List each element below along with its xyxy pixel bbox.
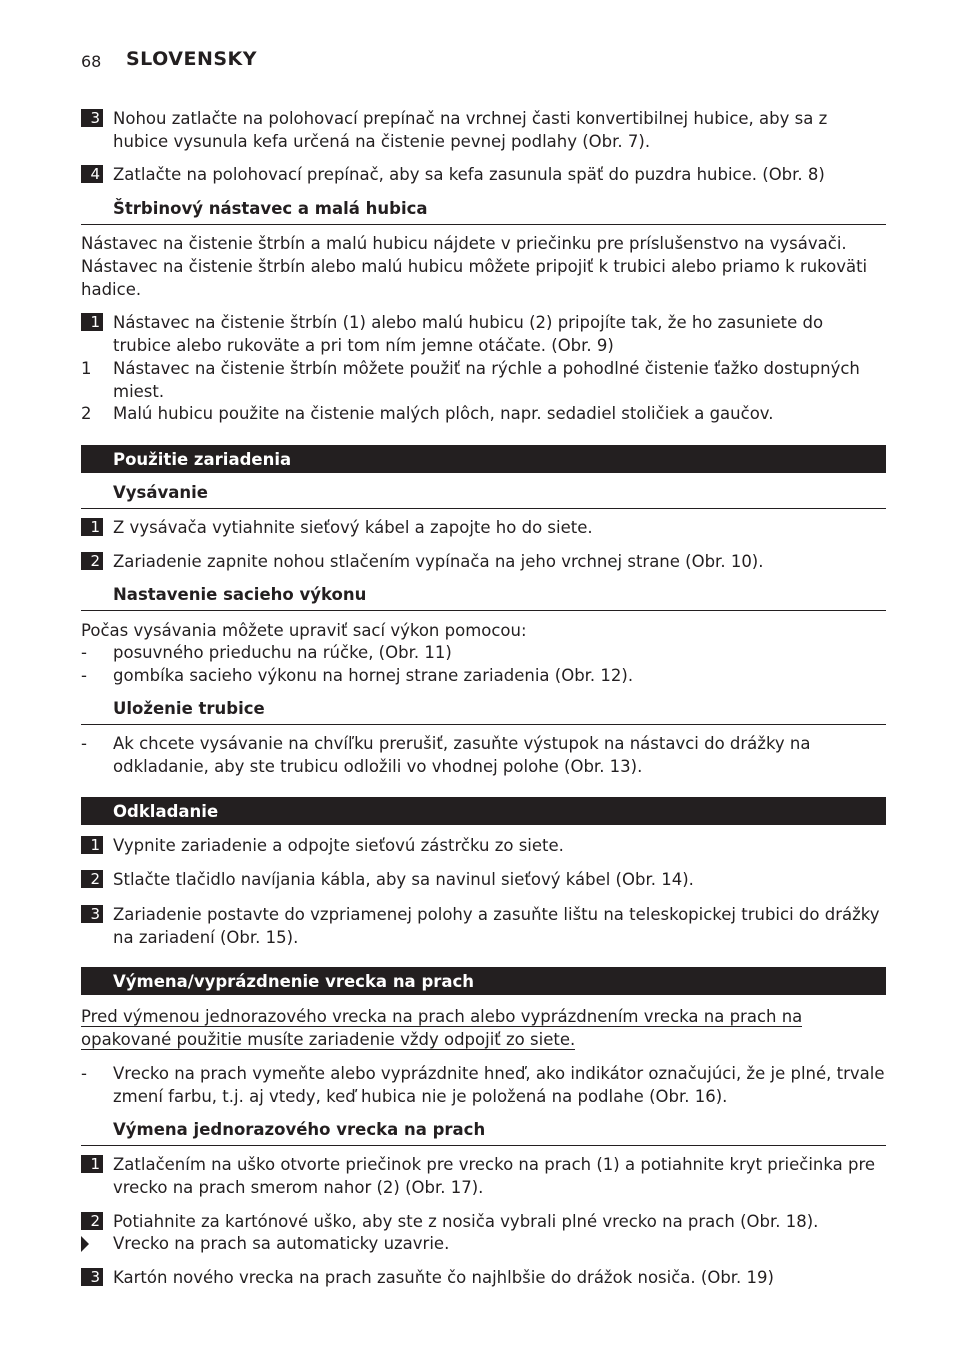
dash-item bbox=[81, 1062, 886, 1108]
dash-marker: - bbox=[81, 666, 87, 685]
dash-marker: - bbox=[81, 1064, 87, 1083]
subheading bbox=[81, 481, 886, 509]
step-item bbox=[81, 1210, 886, 1233]
dash-item bbox=[81, 732, 886, 778]
paragraph: Počas vysávania môžete upraviť sací výkon pomocou: bbox=[81, 621, 527, 640]
section-title: Použitie zariadenia bbox=[113, 450, 292, 469]
numbered-item bbox=[81, 357, 886, 403]
page-number: 68 bbox=[81, 52, 102, 71]
step-text: Zatlačením na uško otvorte priečinok pre vrecko na prach (1) a potiahnite kryt priečinka pre vrecko na prach smerom nahor (2) (Obr. 17). bbox=[113, 1155, 876, 1197]
paragraph: Nástavec na čistenie štrbín a malú hubicu nájdete v priečinku pre príslušenstvo na vysávači. Nástavec na čistenie štrbín alebo malú hubicu môžete pripojiť k trubici alebo priamo k rukoväti hadice. bbox=[81, 234, 868, 299]
subheading bbox=[81, 583, 886, 611]
step-text: Zariadenie zapnite nohou stlačením vypínača na jeho vrchnej strane (Obr. 10). bbox=[113, 552, 764, 571]
subheading-text: Nastavenie sacieho výkonu bbox=[113, 585, 367, 604]
step-item bbox=[81, 550, 886, 573]
subheading bbox=[81, 197, 886, 225]
step-item bbox=[81, 516, 886, 539]
step-number: 1 bbox=[81, 518, 103, 536]
dash-item bbox=[81, 664, 886, 687]
step-item bbox=[81, 1153, 886, 1199]
section-bar bbox=[81, 445, 886, 473]
step-number: 2 bbox=[81, 870, 103, 888]
section-title: Odkladanie bbox=[113, 802, 219, 821]
step-number: 3 bbox=[81, 905, 103, 923]
item-text: Nástavec na čistenie štrbín môžete použiť na rýchle a pohodlné čistenie ťažko dostupných miest. bbox=[113, 359, 860, 401]
warning-text bbox=[81, 1005, 811, 1051]
item-marker: 2 bbox=[81, 404, 92, 423]
step-number: 4 bbox=[81, 165, 103, 183]
step-text: Stlačte tlačidlo navíjania kábla, aby sa navinul sieťový kábel (Obr. 14). bbox=[113, 870, 694, 889]
step-number: 3 bbox=[81, 109, 103, 127]
language-heading: SLOVENSKY bbox=[126, 48, 258, 70]
numbered-item bbox=[81, 402, 886, 425]
item-marker: 1 bbox=[81, 359, 92, 378]
subheading bbox=[81, 697, 886, 725]
warning-underlined: Pred výmenou jednorazového vrecka na prach alebo vyprázdnením vrecka na prach na opakované použitie musíte zariadenie vždy odpojiť zo siete. bbox=[81, 1007, 803, 1049]
step-item bbox=[81, 1266, 886, 1289]
step-text: Nástavec na čistenie štrbín (1) alebo malú hubicu (2) pripojíte tak, že ho zasuniete do trubice alebo rukoväte a pri tom ním jemne otáčate. (Obr. 9) bbox=[113, 313, 824, 355]
step-text: Z vysávača vytiahnite sieťový kábel a zapojte ho do siete. bbox=[113, 518, 593, 537]
step-text: Zariadenie postavte do vzpriamenej polohy a zasuňte lištu na teleskopickej trubici do drážky na zariadení (Obr. 15). bbox=[113, 905, 880, 947]
subheading-text: Výmena jednorazového vrecka na prach bbox=[113, 1120, 486, 1139]
step-item bbox=[81, 311, 886, 357]
subheading-text: Štrbinový nástavec a malá hubica bbox=[113, 199, 428, 218]
item-text: gombíka sacieho výkonu na hornej strane zariadenia (Obr. 12). bbox=[113, 666, 634, 685]
result-item bbox=[81, 1232, 886, 1255]
dash-marker: - bbox=[81, 734, 87, 753]
step-text: Zatlačte na polohovací prepínač, aby sa kefa zasunula späť do puzdra hubice. (Obr. 8) bbox=[113, 165, 825, 184]
step-item bbox=[81, 163, 886, 186]
item-text: Vrecko na prach vymeňte alebo vyprázdnite hneď, ako indikátor označujúci, že je plné, trvale zmení farbu, t.j. aj vtedy, keď hubica nie je položená na podlahe (Obr. 16). bbox=[113, 1064, 885, 1106]
subheading-text: Vysávanie bbox=[113, 483, 208, 502]
subheading-text: Uloženie trubice bbox=[113, 699, 265, 718]
result-text: Vrecko na prach sa automaticky uzavrie. bbox=[113, 1234, 450, 1253]
section-bar bbox=[81, 967, 886, 995]
step-number: 1 bbox=[81, 1155, 103, 1173]
step-text: Vypnite zariadenie a odpojte sieťovú zástrčku zo siete. bbox=[113, 836, 564, 855]
dash-item bbox=[81, 641, 886, 664]
section-title: Výmena/vyprázdnenie vrecka na prach bbox=[113, 972, 475, 991]
step-number: 2 bbox=[81, 1212, 103, 1230]
step-item bbox=[81, 834, 886, 857]
item-text: Malú hubicu použite na čistenie malých plôch, napr. sedadiel stoličiek a gaučov. bbox=[113, 404, 774, 423]
item-text: posuvného prieduchu na rúčke, (Obr. 11) bbox=[113, 643, 452, 662]
step-number: 3 bbox=[81, 1268, 103, 1286]
section-bar bbox=[81, 797, 886, 825]
dash-marker: - bbox=[81, 643, 87, 662]
step-item bbox=[81, 903, 886, 949]
step-text: Kartón nového vrecka na prach zasuňte čo najhlbšie do drážok nosiča. (Obr. 19) bbox=[113, 1268, 774, 1287]
step-text: Nohou zatlačte na polohovací prepínač na vrchnej časti konvertibilnej hubice, aby sa z hubice vysunula kefa určená na čistenie pevnej podlahy (Obr. 7). bbox=[113, 109, 828, 151]
step-item bbox=[81, 868, 886, 891]
step-number: 1 bbox=[81, 313, 103, 331]
step-number: 1 bbox=[81, 836, 103, 854]
step-item bbox=[81, 107, 886, 153]
step-text: Potiahnite za kartónové uško, aby ste z nosiča vybrali plné vrecko na prach (Obr. 18). bbox=[113, 1212, 819, 1231]
item-text: Ak chcete vysávanie na chvíľku prerušiť, zasuňte výstupok na nástavci do drážky na odkladanie, aby ste trubicu odložili vo vhodnej polohe (Obr. 13). bbox=[113, 734, 811, 776]
subheading bbox=[81, 1118, 886, 1146]
step-number: 2 bbox=[81, 552, 103, 570]
